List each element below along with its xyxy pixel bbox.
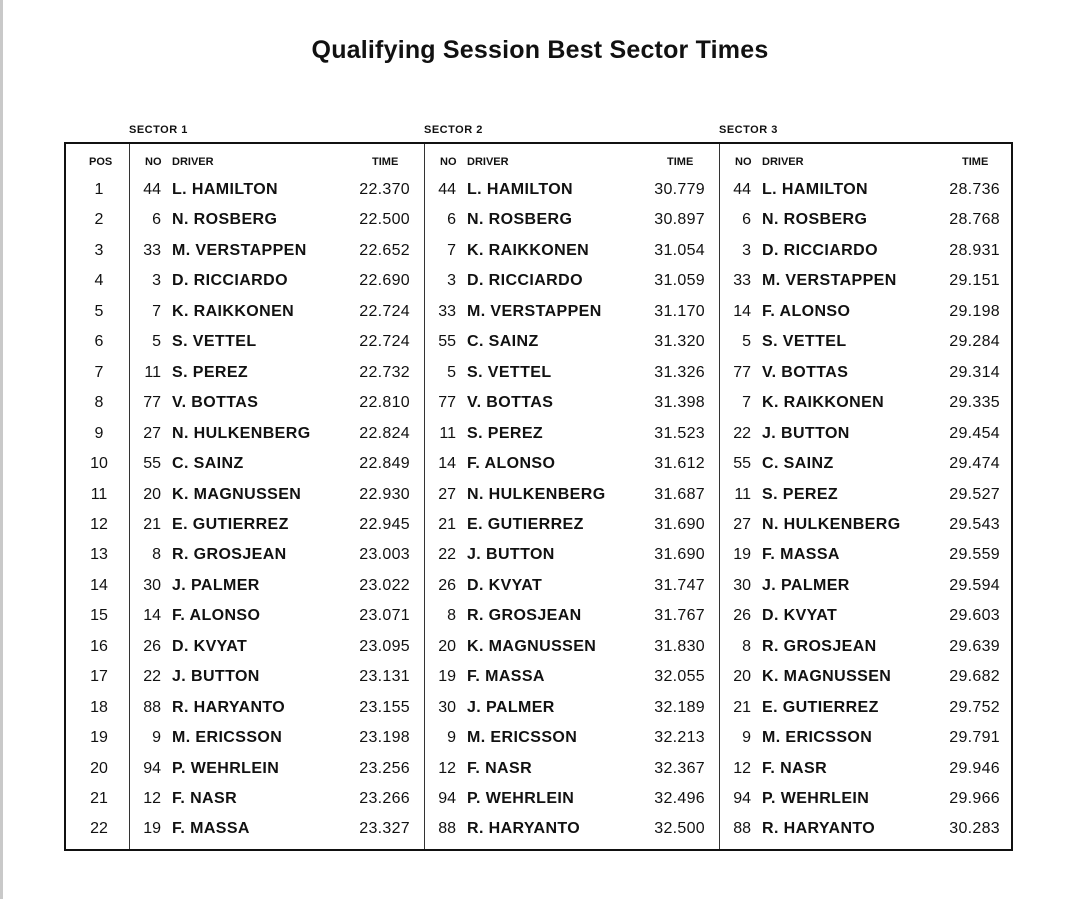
driver-cell: S. VETTEL [172, 333, 257, 351]
driver-cell: J. PALMER [172, 576, 260, 594]
car-number-cell: 20 [733, 668, 751, 686]
car-number-cell: 6 [447, 211, 456, 229]
time-cell: 23.266 [359, 790, 410, 807]
time-cell: 22.652 [359, 241, 410, 259]
no-header: NO [735, 156, 752, 168]
time-cell: 28.736 [949, 181, 1000, 198]
position-cell: 20 [90, 759, 108, 777]
sector-3-label: SECTOR 3 [719, 124, 778, 136]
car-number-cell: 6 [742, 211, 751, 229]
car-number-cell: 33 [143, 241, 161, 259]
car-number-cell: 7 [742, 394, 751, 412]
car-number-cell: 6 [152, 211, 161, 229]
car-number-cell: 94 [438, 790, 456, 807]
driver-cell: N. ROSBERG [172, 211, 278, 229]
driver-cell: S. PEREZ [467, 424, 544, 442]
time-cell: 23.256 [359, 759, 410, 777]
car-number-cell: 3 [447, 272, 456, 290]
car-number-cell: 12 [438, 759, 456, 777]
driver-cell: N. HULKENBERG [762, 515, 901, 533]
driver-header: DRIVER [467, 156, 509, 168]
car-number-cell: 8 [742, 637, 751, 655]
car-number-cell: 44 [438, 181, 456, 198]
time-cell: 23.131 [359, 668, 410, 686]
car-number-cell: 22 [438, 546, 456, 564]
position-cell: 12 [90, 515, 108, 533]
position-cell: 11 [90, 485, 108, 503]
car-number-cell: 11 [144, 363, 161, 381]
time-cell: 29.474 [949, 455, 1000, 473]
time-cell: 22.849 [359, 455, 410, 473]
time-cell: 29.639 [949, 637, 1000, 655]
driver-cell: D. RICCIARDO [172, 272, 288, 290]
car-number-cell: 27 [733, 515, 751, 533]
driver-cell: P. WEHRLEIN [467, 790, 575, 807]
time-cell: 23.095 [359, 637, 410, 655]
time-cell: 23.327 [359, 820, 410, 838]
driver-cell: K. MAGNUSSEN [172, 485, 302, 503]
time-cell: 31.690 [654, 546, 705, 564]
time-cell: 22.724 [359, 333, 410, 351]
car-number-cell: 8 [447, 607, 456, 625]
car-number-cell: 30 [733, 576, 751, 594]
driver-cell: F. NASR [172, 790, 238, 807]
time-cell: 29.151 [949, 272, 1000, 290]
car-number-cell: 20 [438, 637, 456, 655]
car-number-cell: 55 [733, 455, 751, 473]
time-cell: 31.690 [654, 515, 705, 533]
driver-cell: V. BOTTAS [762, 363, 849, 381]
driver-cell: F. MASSA [172, 820, 250, 838]
car-number-cell: 94 [733, 790, 751, 807]
driver-cell: K. RAIKKONEN [762, 394, 885, 412]
time-cell: 31.320 [654, 333, 705, 351]
driver-cell: J. BUTTON [467, 546, 555, 564]
position-cell: 14 [90, 576, 108, 594]
position-cell: 1 [94, 181, 104, 198]
position-cell: 15 [90, 607, 108, 625]
time-cell: 31.326 [654, 363, 705, 381]
driver-cell: M. VERSTAPPEN [762, 272, 897, 290]
car-number-cell: 21 [733, 698, 751, 716]
driver-cell: M. ERICSSON [172, 729, 283, 747]
time-cell: 31.687 [654, 485, 705, 503]
time-cell: 31.747 [654, 576, 705, 594]
time-cell: 22.930 [359, 485, 410, 503]
position-cell: 7 [94, 363, 104, 381]
car-number-cell: 19 [143, 820, 161, 838]
time-cell: 22.724 [359, 302, 410, 320]
position-cell: 9 [94, 424, 104, 442]
driver-cell: D. RICCIARDO [762, 241, 878, 259]
driver-cell: J. BUTTON [762, 424, 850, 442]
position-cell: 10 [90, 455, 108, 473]
driver-cell: N. HULKENBERG [467, 485, 606, 503]
time-cell: 30.779 [654, 181, 705, 198]
driver-cell: L. HAMILTON [762, 181, 869, 198]
car-number-cell: 5 [742, 333, 751, 351]
time-cell: 31.398 [654, 394, 705, 412]
sector-2-label: SECTOR 2 [424, 124, 483, 136]
car-number-cell: 12 [143, 790, 161, 807]
time-cell: 32.496 [654, 790, 705, 807]
position-cell: 18 [90, 698, 108, 716]
car-number-cell: 11 [439, 424, 456, 442]
driver-cell: R. HARYANTO [467, 820, 581, 838]
driver-cell: K. RAIKKONEN [172, 302, 295, 320]
time-cell: 31.059 [654, 272, 705, 290]
time-cell: 22.945 [359, 515, 410, 533]
time-cell: 32.189 [654, 698, 705, 716]
driver-cell: L. HAMILTON [172, 181, 279, 198]
car-number-cell: 77 [438, 394, 456, 412]
position-cell: 3 [94, 241, 104, 259]
driver-cell: L. HAMILTON [467, 181, 574, 198]
time-cell: 29.752 [949, 698, 1000, 716]
driver-cell: N. ROSBERG [762, 211, 868, 229]
car-number-cell: 3 [152, 272, 161, 290]
car-number-cell: 88 [733, 820, 751, 838]
driver-cell: R. HARYANTO [762, 820, 876, 838]
time-cell: 32.213 [654, 729, 705, 747]
time-cell: 31.170 [654, 302, 705, 320]
time-cell: 31.830 [654, 637, 705, 655]
car-number-cell: 33 [438, 302, 456, 320]
time-cell: 23.198 [359, 729, 410, 747]
time-cell: 28.931 [949, 241, 1000, 259]
car-number-cell: 33 [733, 272, 751, 290]
time-cell: 30.283 [949, 820, 1000, 838]
driver-cell: E. GUTIERREZ [762, 698, 879, 716]
driver-cell: R. GROSJEAN [172, 546, 287, 564]
driver-cell: M. ERICSSON [762, 729, 873, 747]
car-number-cell: 14 [438, 455, 456, 473]
driver-cell: P. WEHRLEIN [762, 790, 870, 807]
car-number-cell: 11 [734, 485, 751, 503]
driver-cell: V. BOTTAS [467, 394, 554, 412]
position-cell: 4 [94, 272, 104, 290]
time-cell: 29.559 [949, 546, 1000, 564]
position-cell: 21 [90, 790, 108, 807]
no-header: NO [145, 156, 162, 168]
driver-cell: J. BUTTON [172, 668, 260, 686]
time-cell: 29.791 [949, 729, 1000, 747]
time-cell: 31.054 [654, 241, 705, 259]
driver-cell: J. PALMER [762, 576, 850, 594]
position-cell: 19 [90, 729, 108, 747]
time-cell: 29.594 [949, 576, 1000, 594]
time-cell: 29.335 [949, 394, 1000, 412]
driver-cell: D. KVYAT [467, 576, 543, 594]
driver-cell: F. MASSA [762, 546, 840, 564]
time-cell: 23.071 [359, 607, 410, 625]
driver-cell: F. NASR [467, 759, 533, 777]
time-cell: 29.682 [949, 668, 1000, 686]
time-cell: 29.603 [949, 607, 1000, 625]
car-number-cell: 26 [733, 607, 751, 625]
driver-cell: K. RAIKKONEN [467, 241, 590, 259]
car-number-cell: 21 [438, 515, 456, 533]
car-number-cell: 9 [447, 729, 456, 747]
driver-header: DRIVER [172, 156, 214, 168]
time-cell: 22.500 [359, 211, 410, 229]
driver-cell: S. PEREZ [762, 485, 839, 503]
driver-cell: F. NASR [762, 759, 828, 777]
car-number-cell: 7 [447, 241, 456, 259]
time-cell: 29.543 [949, 515, 1000, 533]
time-cell: 31.523 [654, 424, 705, 442]
car-number-cell: 9 [742, 729, 751, 747]
time-cell: 32.055 [654, 668, 705, 686]
driver-cell: D. RICCIARDO [467, 272, 583, 290]
time-cell: 29.966 [949, 790, 1000, 807]
driver-cell: E. GUTIERREZ [467, 515, 584, 533]
car-number-cell: 27 [143, 424, 161, 442]
car-number-cell: 88 [143, 698, 161, 716]
driver-cell: S. VETTEL [467, 363, 552, 381]
car-number-cell: 77 [143, 394, 161, 412]
driver-cell: N. ROSBERG [467, 211, 573, 229]
time-cell: 23.022 [359, 576, 410, 594]
time-cell: 32.367 [654, 759, 705, 777]
driver-cell: M. VERSTAPPEN [172, 241, 307, 259]
driver-cell: E. GUTIERREZ [172, 515, 289, 533]
car-number-cell: 77 [733, 363, 751, 381]
driver-cell: F. ALONSO [762, 302, 851, 320]
driver-cell: K. MAGNUSSEN [467, 637, 597, 655]
driver-cell: D. KVYAT [762, 607, 838, 625]
position-cell: 8 [94, 394, 104, 412]
car-number-cell: 14 [733, 302, 751, 320]
position-cell: 6 [94, 333, 104, 351]
driver-cell: R. GROSJEAN [762, 637, 877, 655]
car-number-cell: 5 [447, 363, 456, 381]
page-edge-rule [0, 0, 3, 899]
car-number-cell: 19 [733, 546, 751, 564]
driver-cell: R. HARYANTO [172, 698, 286, 716]
position-cell: 13 [90, 546, 108, 564]
car-number-cell: 20 [143, 485, 161, 503]
car-number-cell: 44 [143, 181, 161, 198]
car-number-cell: 26 [143, 637, 161, 655]
car-number-cell: 94 [143, 759, 161, 777]
car-number-cell: 88 [438, 820, 456, 838]
car-number-cell: 55 [438, 333, 456, 351]
car-number-cell: 21 [143, 515, 161, 533]
time-cell: 31.612 [654, 455, 705, 473]
car-number-cell: 27 [438, 485, 456, 503]
driver-cell: D. KVYAT [172, 637, 248, 655]
time-header: TIME [667, 156, 694, 168]
no-header: NO [440, 156, 457, 168]
time-cell: 29.284 [949, 333, 1000, 351]
time-cell: 28.768 [949, 211, 1000, 229]
driver-cell: V. BOTTAS [172, 394, 259, 412]
pos-header: POS [89, 156, 113, 168]
time-cell: 22.732 [359, 363, 410, 381]
driver-cell: K. MAGNUSSEN [762, 668, 892, 686]
car-number-cell: 8 [152, 546, 161, 564]
driver-cell: M. VERSTAPPEN [467, 302, 602, 320]
car-number-cell: 22 [733, 424, 751, 442]
driver-cell: C. SAINZ [172, 455, 244, 473]
time-cell: 22.370 [359, 181, 410, 198]
time-cell: 22.690 [359, 272, 410, 290]
page-title: Qualifying Session Best Sector Times [311, 36, 769, 64]
time-header: TIME [962, 156, 989, 168]
driver-cell: R. GROSJEAN [467, 607, 582, 625]
car-number-cell: 12 [733, 759, 751, 777]
position-cell: 2 [94, 211, 104, 229]
car-number-cell: 5 [152, 333, 161, 351]
driver-cell: C. SAINZ [467, 333, 539, 351]
sector-1-label: SECTOR 1 [129, 124, 188, 136]
car-number-cell: 3 [742, 241, 751, 259]
time-cell: 22.824 [359, 424, 410, 442]
car-number-cell: 30 [438, 698, 456, 716]
car-number-cell: 30 [143, 576, 161, 594]
driver-header: DRIVER [762, 156, 804, 168]
car-number-cell: 44 [733, 181, 751, 198]
driver-cell: P. WEHRLEIN [172, 759, 280, 777]
time-cell: 29.314 [949, 363, 1000, 381]
driver-cell: J. PALMER [467, 698, 555, 716]
position-cell: 5 [94, 302, 104, 320]
car-number-cell: 9 [152, 729, 161, 747]
time-cell: 30.897 [654, 211, 705, 229]
car-number-cell: 14 [143, 607, 161, 625]
driver-cell: S. VETTEL [762, 333, 847, 351]
car-number-cell: 22 [143, 668, 161, 686]
car-number-cell: 55 [143, 455, 161, 473]
time-cell: 29.454 [949, 424, 1000, 442]
time-cell: 32.500 [654, 820, 705, 838]
driver-cell: F. ALONSO [467, 455, 556, 473]
position-cell: 22 [90, 820, 108, 838]
time-cell: 29.198 [949, 302, 1000, 320]
driver-cell: N. HULKENBERG [172, 424, 311, 442]
car-number-cell: 26 [438, 576, 456, 594]
time-cell: 22.810 [359, 394, 410, 412]
time-cell: 23.003 [359, 546, 410, 564]
position-cell: 17 [90, 668, 108, 686]
time-cell: 29.527 [949, 485, 1000, 503]
car-number-cell: 7 [152, 302, 161, 320]
driver-cell: F. MASSA [467, 668, 545, 686]
time-cell: 23.155 [359, 698, 410, 716]
driver-cell: S. PEREZ [172, 363, 249, 381]
time-header: TIME [372, 156, 399, 168]
car-number-cell: 19 [438, 668, 456, 686]
time-cell: 31.767 [654, 607, 705, 625]
driver-cell: C. SAINZ [762, 455, 834, 473]
driver-cell: M. ERICSSON [467, 729, 578, 747]
driver-cell: F. ALONSO [172, 607, 261, 625]
position-cell: 16 [90, 637, 108, 655]
time-cell: 29.946 [949, 759, 1000, 777]
